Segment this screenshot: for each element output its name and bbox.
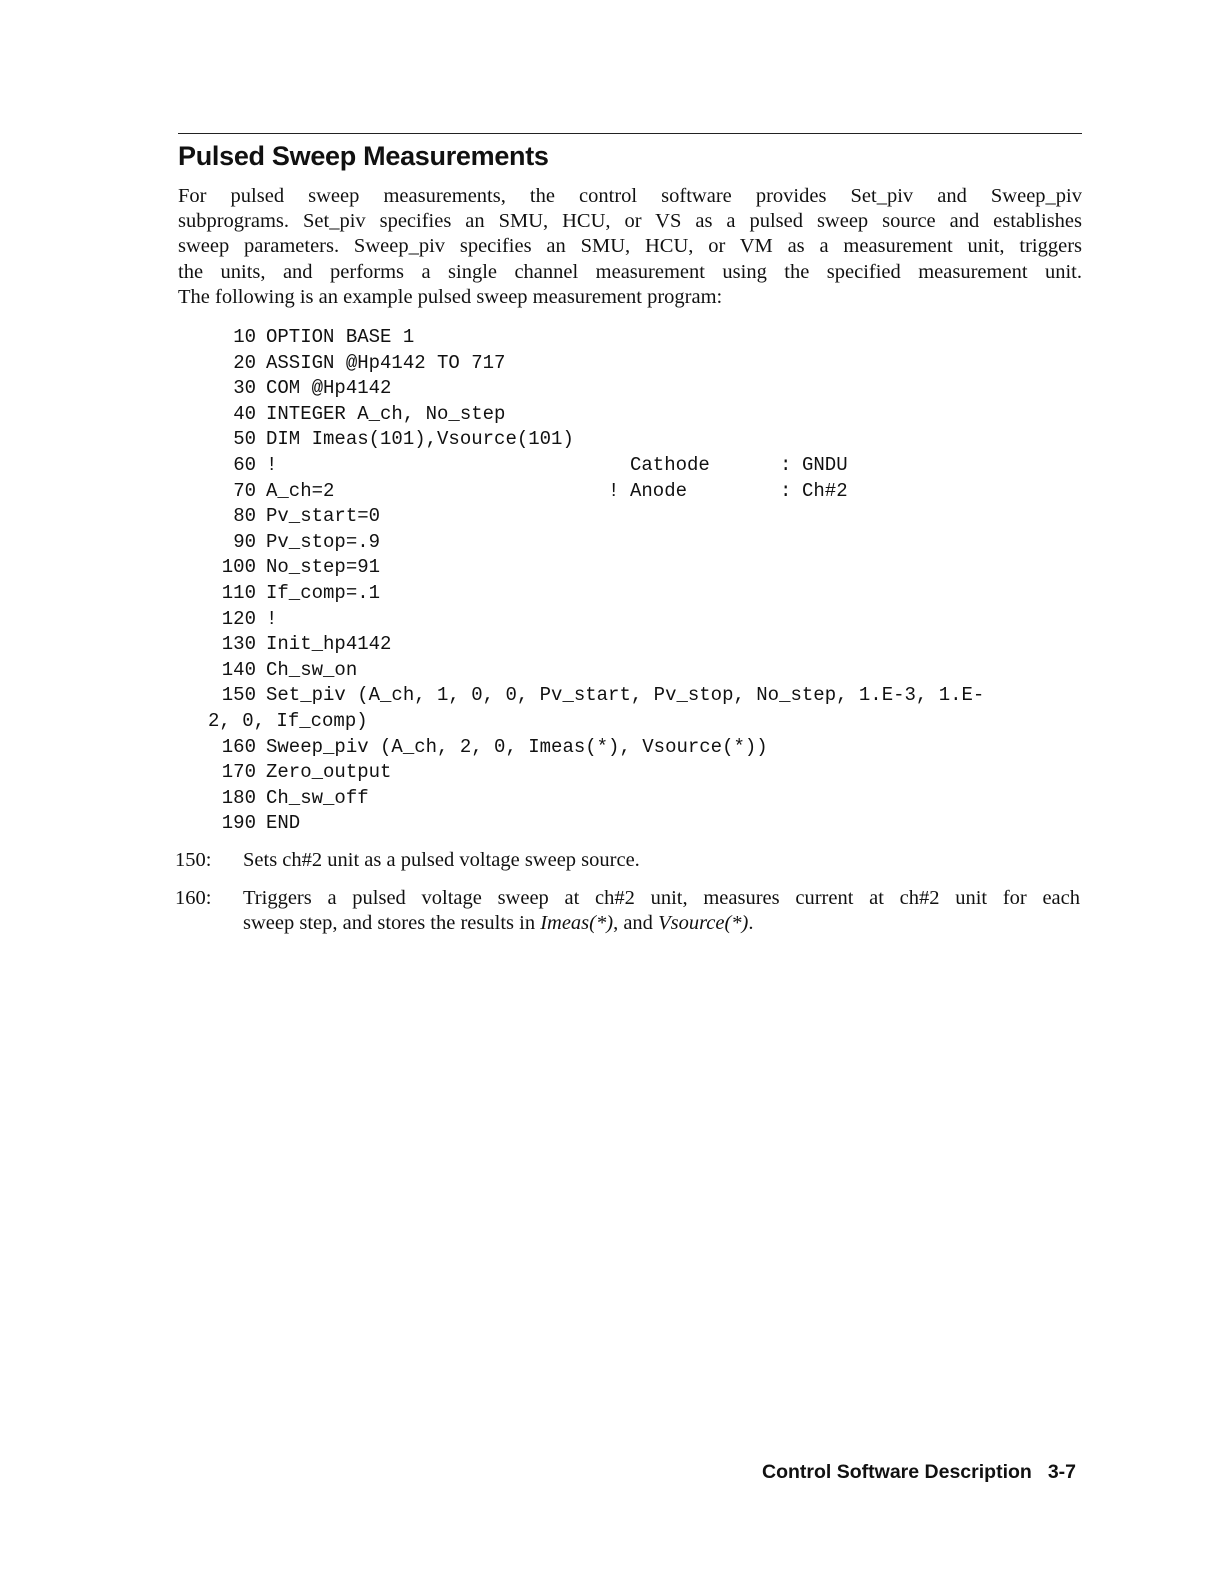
- intro-line: sweep parameters. Sweep_piv specifies an SMU, HCU, or VM as a measurement unit, triggers: [178, 235, 1082, 258]
- line-number: 70: [233, 479, 256, 502]
- code-line-40: [208, 402, 1028, 428]
- note-line: Sets ch#2 unit as a pulsed voltage sweep source.: [243, 849, 640, 871]
- code-line-170: [208, 760, 1028, 786]
- code-statement: Set_piv (A_ch, 1, 0, 0, Pv_start, Pv_stop, No_step, 1.E-3, 1.E-: [266, 684, 985, 707]
- intro-line: subprograms. Set_piv specifies an SMU, HCU, or VS as a pulsed sweep source and establishes: [178, 210, 1082, 233]
- section-top-rule: [178, 133, 1082, 134]
- code-line-70: [208, 479, 1028, 505]
- code-line-20: [208, 351, 1028, 377]
- comment-marker: !: [608, 479, 620, 502]
- code-statement: COM @Hp4142: [266, 377, 392, 400]
- code-line-10: [208, 325, 1028, 351]
- line-number: 100: [221, 556, 256, 579]
- note-italic-vsource: Vsource(*): [658, 912, 749, 934]
- code-statement: No_step=91: [266, 556, 381, 579]
- code-statement: If_comp=.1: [266, 581, 381, 604]
- line-number: 30: [233, 377, 256, 400]
- code-line-80: [208, 504, 1028, 530]
- line-number: 10: [233, 326, 256, 348]
- comment-value: Ch#2: [802, 479, 848, 502]
- note-fragment: .: [748, 912, 754, 934]
- code-statement: Ch_sw_off: [266, 786, 369, 809]
- code-statement: DIM Imeas(101),Vsource(101): [266, 428, 574, 451]
- code-line-190: [208, 811, 1028, 837]
- note-italic-imeas: Imeas(*): [540, 912, 614, 934]
- line-number: 60: [233, 453, 256, 476]
- line-number: 130: [221, 633, 256, 656]
- code-line-90: [208, 530, 1028, 556]
- code-line-140: [208, 658, 1028, 684]
- code-line-180: [208, 786, 1028, 812]
- note-150: [175, 848, 1080, 874]
- code-line-120: [208, 607, 1028, 633]
- line-number: 170: [221, 761, 256, 784]
- code-statement: Ch_sw_on: [266, 658, 358, 681]
- line-number: 160: [221, 735, 256, 758]
- comment-colon: :: [780, 453, 792, 476]
- code-statement: Pv_stop=.9: [266, 530, 381, 553]
- line-number: 140: [221, 658, 256, 681]
- line-number: 150: [221, 684, 256, 707]
- code-line-30: [208, 376, 1028, 402]
- section-title: Pulsed Sweep Measurements: [178, 141, 549, 171]
- code-statement: Pv_start=0: [266, 505, 381, 528]
- intro-line: the units, and performs a single channel measurement using the specified measurement unit.: [178, 260, 1082, 283]
- note-line: [243, 911, 1080, 937]
- comment-label: Cathode: [630, 453, 710, 476]
- comment-value: GNDU: [802, 453, 848, 476]
- comment-label: Anode: [630, 479, 688, 502]
- code-line-130: [208, 632, 1028, 658]
- note-fragment: sweep step, and stores the results in: [243, 912, 541, 934]
- intro-line: For pulsed sweep measurements, the control software provides Set_piv and Sweep_piv: [178, 185, 1082, 207]
- code-statement: Sweep_piv (A_ch, 2, 0, Imeas(*), Vsource(*)): [266, 735, 768, 758]
- line-number: 190: [221, 812, 256, 835]
- code-statement: A_ch=2: [266, 479, 335, 502]
- code-statement: Init_hp4142: [266, 633, 392, 656]
- code-line-50: [208, 427, 1028, 453]
- page-number: 3-7: [1047, 1461, 1076, 1483]
- line-number: 120: [221, 607, 256, 630]
- line-number: 20: [233, 351, 256, 374]
- note-160: [175, 886, 1080, 937]
- page-footer: [762, 1461, 1076, 1484]
- footer-title: Control Software Description: [762, 1461, 1032, 1483]
- program-listing: [208, 325, 1028, 837]
- code-statement: ASSIGN @Hp4142 TO 717: [266, 351, 506, 374]
- note-number: 150:: [175, 849, 212, 871]
- line-number: 80: [233, 505, 256, 528]
- line-number: 50: [233, 428, 256, 451]
- code-statement: !: [266, 607, 278, 630]
- comment-colon: :: [780, 479, 792, 502]
- code-line-continuation: [208, 709, 1028, 735]
- code-line-60: [208, 453, 1028, 479]
- code-continuation: 2, 0, If_comp): [208, 709, 368, 732]
- code-line-160: [208, 735, 1028, 761]
- code-line-100: [208, 555, 1028, 581]
- code-line-150: [208, 683, 1028, 709]
- line-number: 40: [233, 402, 256, 425]
- code-line-110: [208, 581, 1028, 607]
- note-number: 160:: [175, 886, 212, 909]
- code-statement: INTEGER A_ch, No_step: [266, 402, 506, 425]
- code-statement: OPTION BASE 1: [266, 326, 415, 348]
- line-number: 180: [221, 786, 256, 809]
- note-text: [243, 848, 1080, 874]
- note-fragment: , and: [613, 912, 659, 934]
- line-number: 110: [221, 581, 256, 604]
- intro-paragraph: [178, 184, 1082, 310]
- note-line: Triggers a pulsed voltage sweep at ch#2 unit, measures current at ch#2 unit for each: [243, 886, 1080, 909]
- code-statement: Zero_output: [266, 761, 392, 784]
- line-number: 90: [233, 530, 256, 553]
- code-statement: END: [266, 812, 301, 835]
- intro-line: The following is an example pulsed sweep measurement program:: [178, 285, 723, 308]
- note-text: [243, 886, 1080, 937]
- program-notes: [175, 848, 1080, 949]
- code-statement: !: [266, 453, 278, 476]
